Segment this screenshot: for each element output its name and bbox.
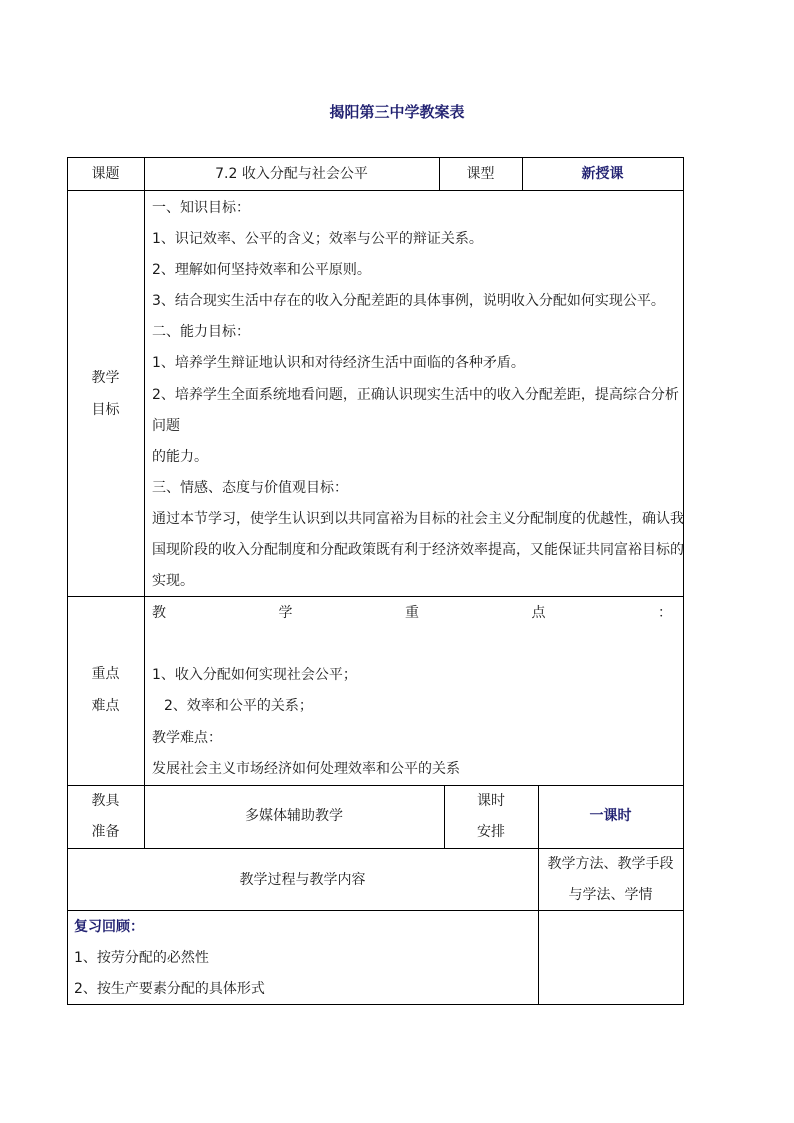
objective-line: 问题 xyxy=(152,418,180,434)
process-content-header: 教学过程与教学内容 xyxy=(239,872,366,888)
objectives-label-line2: 目标 xyxy=(91,402,120,418)
objective-line: 二、能力目标： xyxy=(152,324,250,340)
review-item: 1、按劳分配的必然性 xyxy=(74,950,209,966)
objective-line: 2、理解如何坚持效率和公平原则。 xyxy=(152,262,371,278)
type-value: 新授课 xyxy=(581,166,624,182)
topic-label: 课题 xyxy=(91,166,120,182)
keypoints-heading-char: ： xyxy=(658,605,672,621)
objective-line: 1、识记效率、公平的含义；效率与公平的辩证关系。 xyxy=(152,231,483,247)
keypoints-heading xyxy=(152,603,672,623)
review-item: 2、按生产要素分配的具体形式 xyxy=(74,981,265,997)
process-method-header-line1: 教学方法、教学手段 xyxy=(547,856,674,872)
difficulty-label: 教学难点： xyxy=(152,730,222,746)
objective-line: 一、知识目标： xyxy=(152,200,250,216)
keypoint-item: 1、收入分配如何实现社会公平； xyxy=(152,667,357,683)
difficulty-text: 发展社会主义市场经济如何处理效率和公平的关系 xyxy=(152,761,460,777)
keypoints-heading-char: 点 xyxy=(531,605,546,621)
time-label-line1: 课时 xyxy=(477,793,505,809)
objective-line: 三、情感、态度与价值观目标： xyxy=(152,480,348,496)
tools-label-line2: 准备 xyxy=(91,824,120,840)
process-method-header-line2: 与学法、学情 xyxy=(568,887,653,903)
time-value: 一课时 xyxy=(589,808,632,824)
keypoints-heading-char: 教 xyxy=(152,605,166,621)
objective-line: 2、培养学生全面系统地看问题，正确认识现实生活中的收入分配差距，提高综合分析 xyxy=(152,387,679,403)
objective-line: 实现。 xyxy=(152,573,194,589)
keypoints-heading-char: 学 xyxy=(278,605,293,621)
objective-line: 国现阶段的收入分配制度和分配政策既有利于经济效率提高，又能保证共同富裕目标的 xyxy=(152,542,684,558)
time-label-line2: 安排 xyxy=(477,824,505,840)
review-heading: 复习回顾： xyxy=(74,919,144,935)
topic-value: 7.2 收入分配与社会公平 xyxy=(215,166,368,182)
objective-line: 1、培养学生辩证地认识和对待经济生活中面临的各种矛盾。 xyxy=(152,355,525,371)
objective-line: 的能力。 xyxy=(152,449,208,465)
keypoints-label-line2: 难点 xyxy=(91,698,120,714)
keypoints-heading-char: 重 xyxy=(405,605,419,621)
page-title: 揭阳第三中学教案表 xyxy=(329,103,465,121)
objectives-label-line1: 教学 xyxy=(91,370,120,386)
keypoint-item: 2、效率和公平的关系； xyxy=(164,698,313,714)
tools-label-line1: 教具 xyxy=(91,793,120,809)
objective-line: 通过本节学习，使学生认识到以共同富裕为目标的社会主义分配制度的优越性，确认我 xyxy=(152,511,684,527)
keypoints-label-line1: 重点 xyxy=(91,666,120,682)
tools-value: 多媒体辅助教学 xyxy=(245,808,343,824)
objective-line: 3、结合现实生活中存在的收入分配差距的具体事例，说明收入分配如何实现公平。 xyxy=(152,293,665,309)
type-label: 课型 xyxy=(466,166,495,182)
